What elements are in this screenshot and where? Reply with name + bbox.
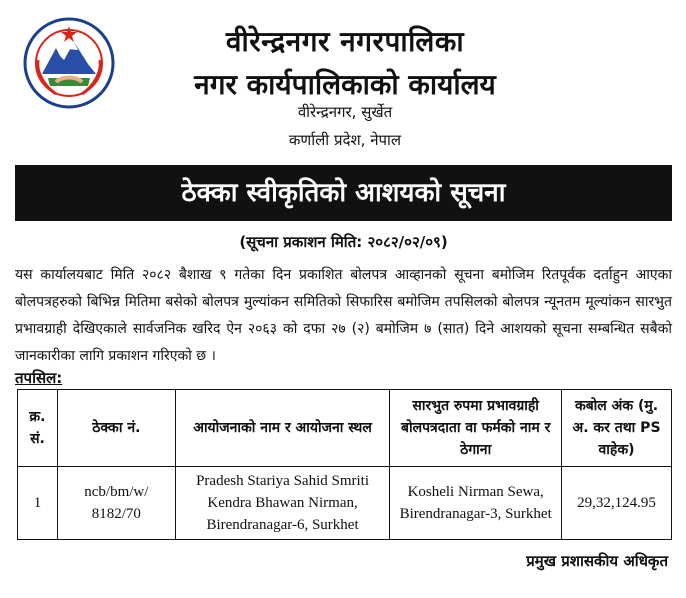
- municipal-emblem: [22, 16, 116, 110]
- header-bidder: सारभुत रुपमा प्रभावग्राही बोलपत्रदाता वा फर्मको नाम र ठेगाना: [390, 390, 562, 467]
- contract-table: [17, 389, 672, 540]
- table-row: [18, 467, 672, 540]
- cell-contract-no: ncb/bm/w/ 8182/70: [57, 467, 175, 540]
- header-project: आयोजनाको नाम र आयोजना स्थल: [175, 390, 390, 467]
- nepal-government-emblem-icon: [22, 16, 116, 110]
- cell-bidder: Kosheli Nirman Sewa, Birendranagar-3, Surkhet: [390, 467, 562, 540]
- office-name: नगर कार्यपालिकाको कार्यालय: [194, 68, 496, 101]
- office-province: कर्णाली प्रदेश, नेपाल: [288, 131, 402, 149]
- cell-project: Pradesh Stariya Sahid Smriti Kendra Bhawan Nirman, Birendranagar-6, Surkhet: [175, 467, 390, 540]
- header-serial: क्र. सं.: [18, 390, 58, 467]
- publication-date: (सूचना प्रकाशन मिति: २०८२/०२/०९): [239, 233, 448, 251]
- table-header-row: [18, 390, 672, 467]
- municipality-name: वीरेन्द्रनगर नगरपालिका: [225, 25, 465, 58]
- office-location: वीरेन्द्रनगर, सुर्खेत: [297, 103, 393, 121]
- cell-serial: 1: [18, 467, 58, 540]
- notice-title: ठेक्का स्वीकृतिको आशयको सूचना: [15, 165, 672, 221]
- header-contract-no: ठेक्का नं.: [57, 390, 175, 467]
- signatory-title: प्रमुख प्रशासकीय अधिकृत: [526, 552, 668, 570]
- header-bid-amount: कबोल अंक (मु. अ. कर तथा PS वाहेक): [562, 390, 672, 467]
- cell-bid-amount: 29,32,124.95: [562, 467, 672, 540]
- table-caption: तपसिल:: [15, 369, 63, 387]
- notice-body: यस कार्यालयबाट मिति २०८२ बैशाख ९ गतेका दिन प्रकाशित बोलपत्र आव्हानको सूचना बमोजिम रितपूर्वक दर्ताहुन आएका बोलपत्रहरुको बिभिन्न मितिमा बसेको बोलपत्र मुल्यांकन समितिको सिफारिस बमोजिम तपसिलको बोलपत्र न्यूनतम मूल्यांकन सारभुत प्रभावग्राही देखिएकाले सार्वजनिक खरिद ऐन २०६३ को दफा २७ (२) बमोजिम ७ (सात) दिने आशयको सूचना सम्बन्धित सबैको जानकारीका लागि प्रकाशन गरिएको छ ।: [15, 267, 672, 364]
